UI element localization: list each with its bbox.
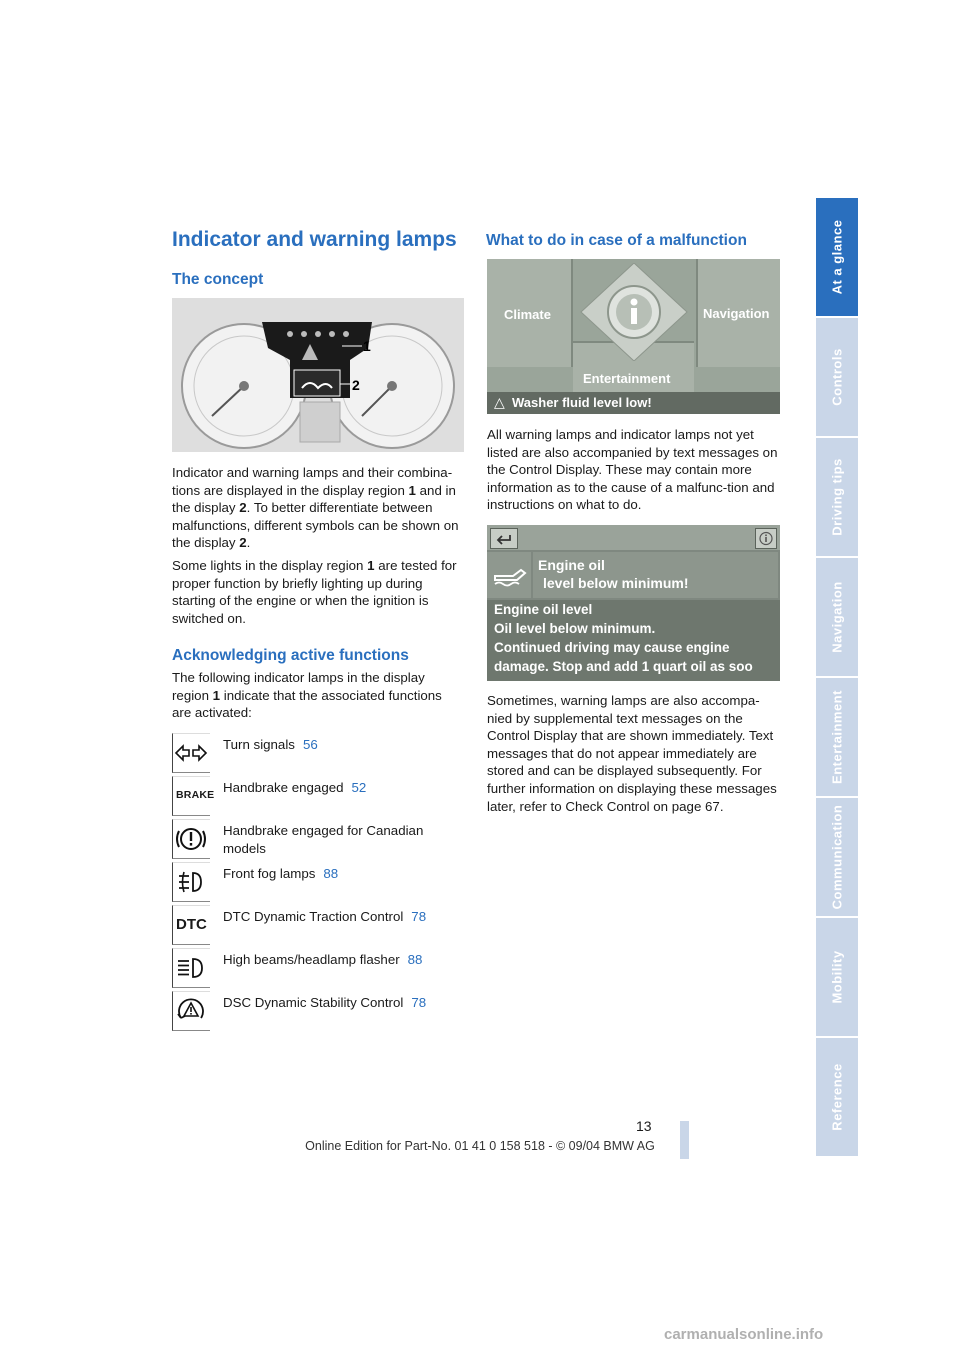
page-number: 13 <box>636 1118 652 1134</box>
page-ref-link[interactable]: 78 <box>411 995 427 1010</box>
lamp-label: DSC Dynamic Stability Control <box>223 995 404 1010</box>
lamp-row <box>172 948 460 991</box>
malfunction-paragraph-2: Sometimes, warning lamps are also accompa-nied by supplemental text messages on the Control Display that are shown immediately. Text messages that do not appear immediately are stored and can be displayed subsequently. For further information on displaying these messages later, refer to Check Control on page 67. <box>487 693 777 814</box>
watermark: carmanualsonline.info <box>664 1326 824 1343</box>
lamp-label: Turn signals <box>223 737 295 752</box>
page-ref-link[interactable]: 56 <box>302 737 318 752</box>
lamp-label: Front fog lamps <box>223 866 316 881</box>
page-ref-link[interactable]: 88 <box>323 866 339 881</box>
tab-controls[interactable]: Controls <box>816 318 858 438</box>
front-fog-icon <box>172 862 210 902</box>
tab-reference[interactable]: Reference <box>816 1038 858 1158</box>
callout-1: 1 <box>363 338 371 354</box>
message-line-3: Continued driving may cause engine <box>494 640 730 655</box>
engine-oil-subtitle: level below minimum! <box>543 575 689 591</box>
lamp-row <box>172 905 460 948</box>
lamp-row <box>172 733 460 776</box>
concept-paragraph-1: Indicator and warning lamps and their combina-tions are displayed in the display region 1 and in the display 2. To better differentiate between malfunctions, different symbols can be shown on the display 2. <box>172 465 459 551</box>
message-line-4: damage. Stop and add 1 quart oil as soo <box>494 659 753 674</box>
tab-navigation[interactable]: Navigation <box>816 558 858 678</box>
turn-signal-icon <box>172 733 210 773</box>
lamp-label: DTC Dynamic Traction Control <box>223 909 404 924</box>
message-line-1: Engine oil level <box>494 602 593 617</box>
page-title: Indicator and warning lamps <box>172 228 457 251</box>
malfunction-paragraph-1: All warning lamps and indicator lamps not yet listed are also accompanied by text messages on the Control Display. These may contain more information as to the cause of a malfunc-tion and instructions on what to do. <box>487 427 778 513</box>
control-display-screen-2 <box>487 525 780 681</box>
page-ref-link[interactable]: 78 <box>411 909 427 924</box>
lamp-label: Handbrake engaged for Canadian models <box>223 823 424 856</box>
page-ref-link[interactable]: 52 <box>351 780 367 795</box>
chapter-tabs <box>816 198 858 1160</box>
washer-fluid-warning: Washer fluid level low! <box>512 395 652 410</box>
lamp-row <box>172 862 460 905</box>
high-beam-icon <box>172 948 210 988</box>
tab-entertainment[interactable]: Entertainment <box>816 678 858 798</box>
menu-climate: Climate <box>504 307 551 322</box>
warning-triangle-icon: △ <box>494 394 505 410</box>
tab-driving-tips[interactable]: Driving tips <box>816 438 858 558</box>
instrument-cluster-image <box>172 298 464 452</box>
tab-mobility[interactable]: Mobility <box>816 918 858 1038</box>
menu-entertainment: Entertainment <box>583 371 671 386</box>
concept-heading: The concept <box>172 271 264 288</box>
tab-communication[interactable]: Communication <box>816 798 858 918</box>
engine-oil-title: Engine oil <box>538 557 605 573</box>
callout-2: 2 <box>352 377 360 393</box>
malfunction-heading: What to do in case of a malfunction <box>486 232 747 249</box>
lamp-label: Handbrake engaged <box>223 780 344 795</box>
lamp-row <box>172 819 460 862</box>
message-line-2: Oil level below minimum. <box>494 621 656 636</box>
footer-text: Online Edition for Part-No. 01 41 0 158 518 - © 09/04 BMW AG <box>305 1139 655 1153</box>
lamp-row <box>172 776 460 819</box>
back-arrow-icon <box>490 528 518 549</box>
page-ref-link[interactable]: 88 <box>407 952 423 967</box>
acknowledging-paragraph: The following indicator lamps in the display region 1 indicate that the associated functions are activated: <box>172 670 442 721</box>
dsc-icon <box>172 991 210 1031</box>
menu-navigation: Navigation <box>703 306 770 321</box>
tab-at-a-glance[interactable]: At a glance <box>816 198 858 318</box>
brake-icon: BRAKE <box>172 776 210 816</box>
canadian-brake-icon <box>172 819 210 859</box>
lamp-label: High beams/headlamp flasher <box>223 952 400 967</box>
dtc-icon: DTC <box>172 905 210 945</box>
acknowledging-heading: Acknowledging active functions <box>172 647 409 664</box>
concept-paragraph-2: Some lights in the display region 1 are tested for proper function by briefly lighting up during starting of the engine or when the ignition is switched on. <box>172 558 457 626</box>
lamp-row <box>172 991 460 1034</box>
info-icon <box>755 528 777 549</box>
control-display-screen-1 <box>487 259 780 414</box>
oil-can-icon <box>487 552 531 598</box>
